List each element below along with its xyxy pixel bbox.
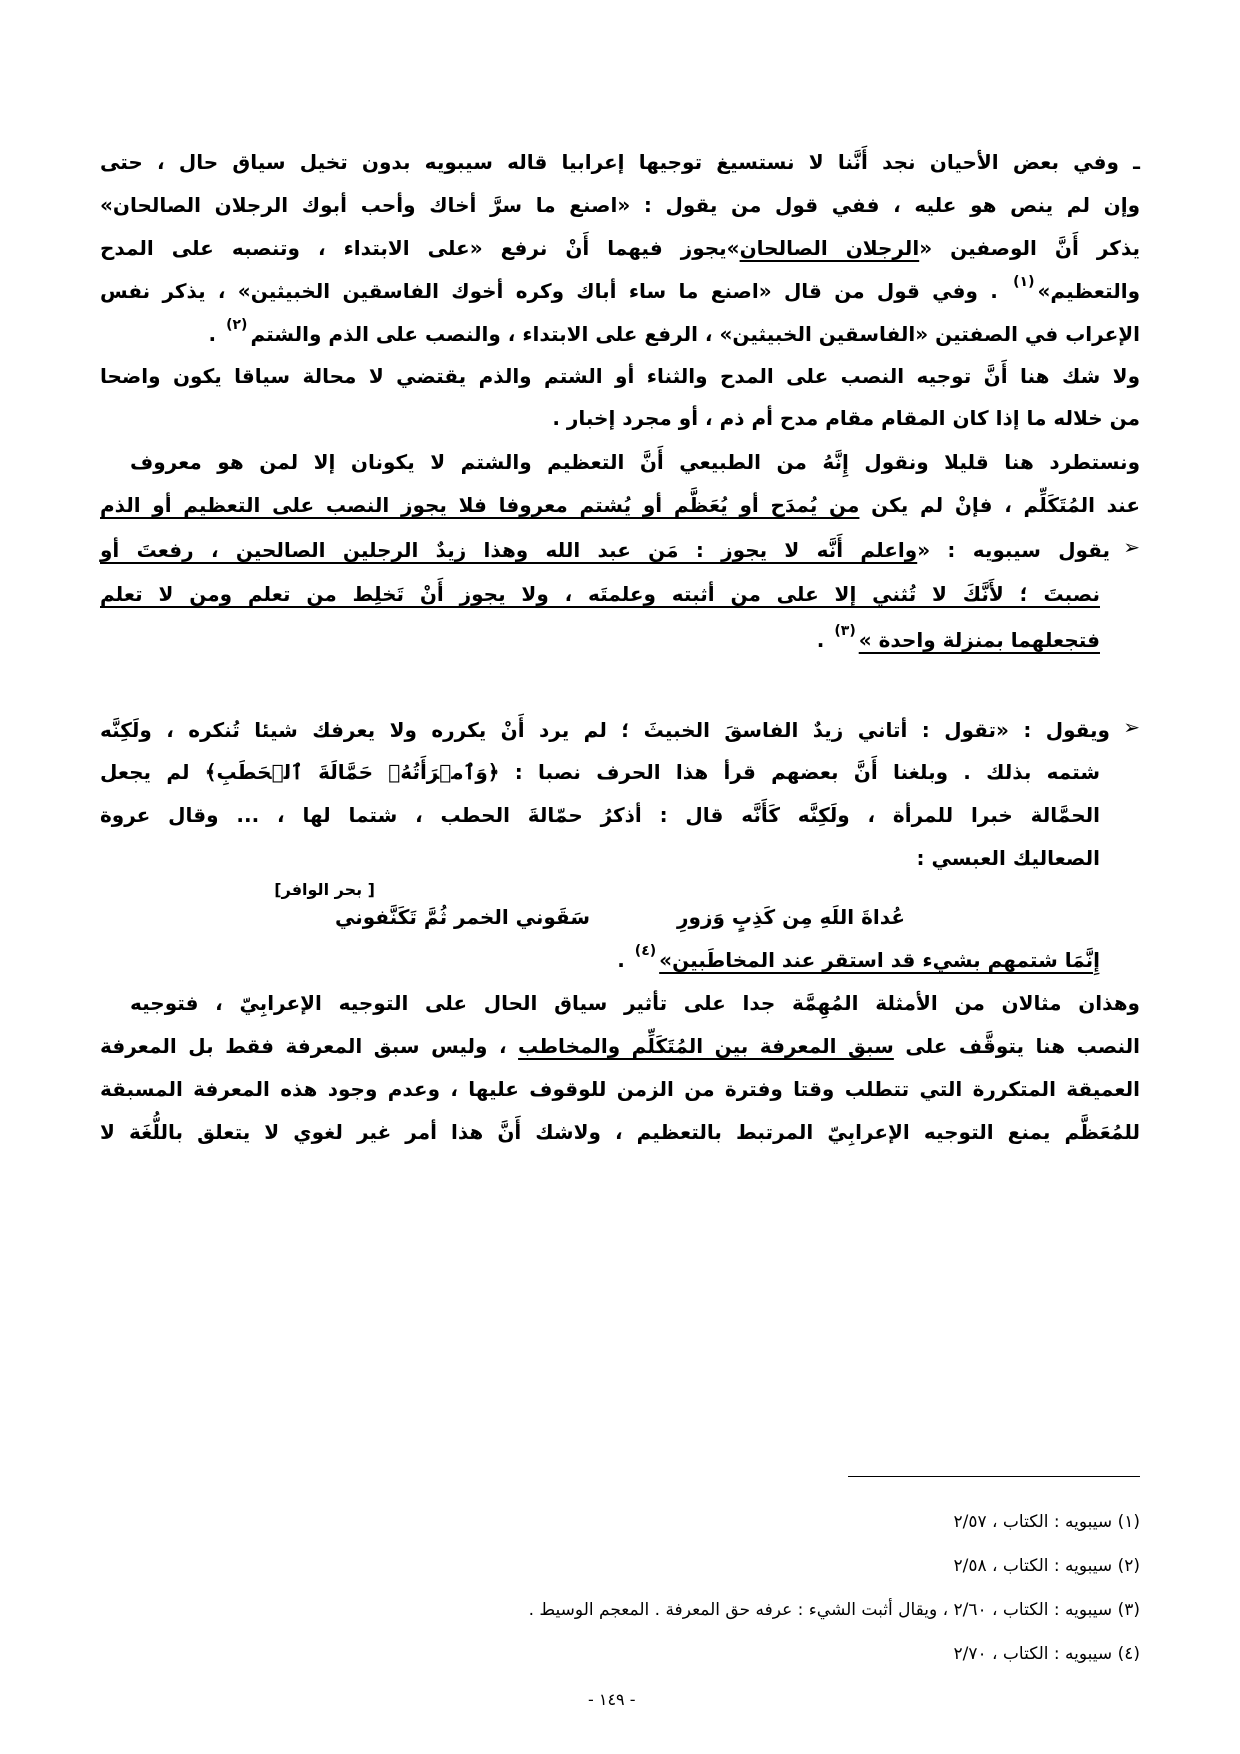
text-segment: وإن لم ينص هو عليه ، ففي قول من يقول : «اصنع ما سرَّ أخاك وأحب أبوك الرجلان الصالحان» (100, 193, 1140, 217)
text-line (100, 945, 1100, 978)
text-segment: الصعاليك العبسي : (916, 846, 1100, 870)
text-segment: ويقول : «تقول : أتاني زيدٌ الفاسقَ الخبيثَ ؛ لم يرد أَنْ يكرره ولا يعرفك شيئا تُنكره ، ولَكِنَّه (100, 718, 1110, 742)
poem-meter: [ بحر الوافر] (274, 880, 375, 899)
footnote: (٣) سيبويه : الكتاب ، ٢/٦٠ ، ويقال أثبت الشيء : عرفه حق المعرفة . المعجم الوسيط . (528, 1600, 1140, 1620)
text-segment: ـ وفي بعض الأحيان نجد أَنَّنا لا (794, 150, 1140, 174)
text-line (100, 1074, 1140, 1104)
text-line (100, 1031, 1140, 1061)
text-segment: »يجوز فيهما أَنْ نرفع «على الابتداء ، وتنصبه على المدح (100, 236, 740, 260)
text-line (100, 403, 1140, 433)
text-line (100, 800, 1100, 830)
text-segment: ، وليس سبق المعرفة فقط بل المعرفة (100, 1034, 519, 1058)
poem-hemistich-1: سَقَوني الخمر ثُمَّ تَكَنَّفوني (334, 905, 590, 929)
footnote-ref: (٣) (834, 623, 856, 639)
text-segment: النصب هنا يتوقَّف على (893, 1034, 1140, 1058)
underlined-text: سبق المعرفة بين المُتَكَلِّم والمخاطب (518, 1034, 894, 1058)
text-line (100, 490, 1140, 520)
text-segment: الإعراب في الصفتين «الفاسقين الخبيثين» ، الرفع على الابتداء ، والنصب على الذم والشتم (250, 322, 1140, 346)
footnote-ref: (٢) (226, 317, 248, 333)
text-segment: ونستطرد هنا قليلا ونقول إِنَّهُ من الطبيعي أَنَّ التعظيم والشتم لا يكونان إلا لمن هو معروف (130, 450, 1140, 474)
text-segment: شتمه بذلك . وبلغنا أَنَّ بعضهم قرأ هذا الحرف نصبا : ﴿وَٱمۡرَأَتُهُۥ حَمَّالَةَ ٱلۡحَطَبِ﴾ لم يجعل (100, 760, 1100, 784)
text-segment: وهذان مثالان من الأمثلة المُهِمَّة جدا على تأثير سياق الحال على التوجيه الإعرابِيّ ، فتوجيه (130, 991, 1140, 1015)
underlined-text: الرجلان الصالحان (739, 236, 920, 260)
text-line (100, 757, 1100, 787)
text-line (100, 147, 1140, 177)
underlined-text: نصبتَ ؛ لأَنَّكَ لا تُثني إلا على من أثبته وعلمتَه ، ولا يجوز أَنْ تَخلِط من تعلم ومن لا تعلم (100, 582, 1100, 606)
text-segment: . (208, 322, 224, 346)
text-segment: العميقة المتكررة التي تتطلب وقتا وفترة من الزمن للوقوف عليها ، وعدم وجود هذه المعرفة المسبقة (100, 1077, 1140, 1101)
text-line (100, 361, 1140, 391)
text-segment: عند المُتَكَلِّم ، فإنْ لم يكن (859, 493, 1141, 517)
text-segment: يذكر أَنَّ الوصفين « (919, 236, 1141, 260)
footnote-ref: (٤) (634, 943, 657, 959)
poem-hemistich-2: عُداةَ اللَهِ مِن كَذِبٍ وَزورِ (677, 905, 905, 929)
text-segment: قاله سيبويه بدون تخيل سياق حال ، حتى (100, 150, 562, 174)
text-line (100, 276, 1140, 309)
text-line (130, 447, 1140, 477)
page-number: - ١٤٩ - (588, 1690, 636, 1709)
footnote-divider (848, 1476, 1140, 1477)
text-segment: من خلاله ما إذا كان المقام مقام مدح أم ذم ، أو مجرد إخبار . (552, 406, 1140, 430)
text-line (100, 190, 1140, 220)
text-segment: . (816, 628, 832, 652)
footnote: (٢) سيبويه : الكتاب ، ٢/٥٨ (953, 1556, 1140, 1576)
text-line (100, 715, 1110, 745)
underlined-text: واعلم أَنَّه لا يجوز : مَن عبد الله وهذا زيدٌ الرجلين الصالحين ، رفعتَ أو (100, 538, 918, 562)
footnote: (١) سيبويه : الكتاب ، ٢/٥٧ (953, 1512, 1140, 1532)
text-line (100, 579, 1100, 609)
underlined-text: من يُمدَح أو يُعَظَّم أو يُشتم معروفا فلا يجوز النصب على التعظيم أو الذم (100, 493, 860, 517)
text-line (100, 233, 1140, 263)
text-line (100, 625, 1100, 658)
underlined-text: إِنَّمَا شتمهم بشيء قد استقر عند المخاطَبين» (659, 948, 1100, 972)
text-line (130, 988, 1140, 1018)
text-line (100, 319, 1140, 352)
text-line (100, 843, 1100, 873)
text-segment: . وفي قول من قال «اصنع ما ساء أباك وكره أخوك الفاسقين الخبيثين» ، يذكر نفس (100, 279, 1011, 303)
text-segment: ولا شك هنا أَنَّ توجيه النصب على المدح والثناء أو الشتم والذم يقتضي لا محالة سياقا يكون واضحا (100, 364, 1140, 388)
arrow-bullet-icon: ➢ (1123, 535, 1140, 559)
text-segment: يقول سيبويه : « (917, 538, 1111, 562)
text-segment: للمُعَظَّم يمنع التوجيه الإعرابِيّ المرتبط بالتعظيم ، ولاشك أَنَّ هذا أمر غير لغوي لا يتعلق باللُّغَة لا (100, 1120, 1140, 1144)
footnote-ref: (١) (1013, 274, 1035, 290)
text-segment: والتعظيم» (1037, 279, 1140, 303)
text-line (100, 535, 1110, 565)
footnote: (٤) سيبويه : الكتاب ، ٢/٧٠ (953, 1644, 1140, 1664)
bold-text: نستسيغ توجيها إعرابيا (561, 150, 795, 174)
underlined-text: فتجعلهما بمنزلة واحدة » (858, 628, 1100, 652)
arrow-bullet-icon: ➢ (1123, 715, 1140, 739)
text-segment: . (617, 948, 632, 972)
text-line (100, 1117, 1140, 1147)
text-segment: الحمَّالة خبرا للمرأة ، ولَكِنَّه كَأَنَّه قال : أذكرُ حمّالةَ الحطب ، شتما لها ، ... وقال عروة (100, 803, 1100, 827)
